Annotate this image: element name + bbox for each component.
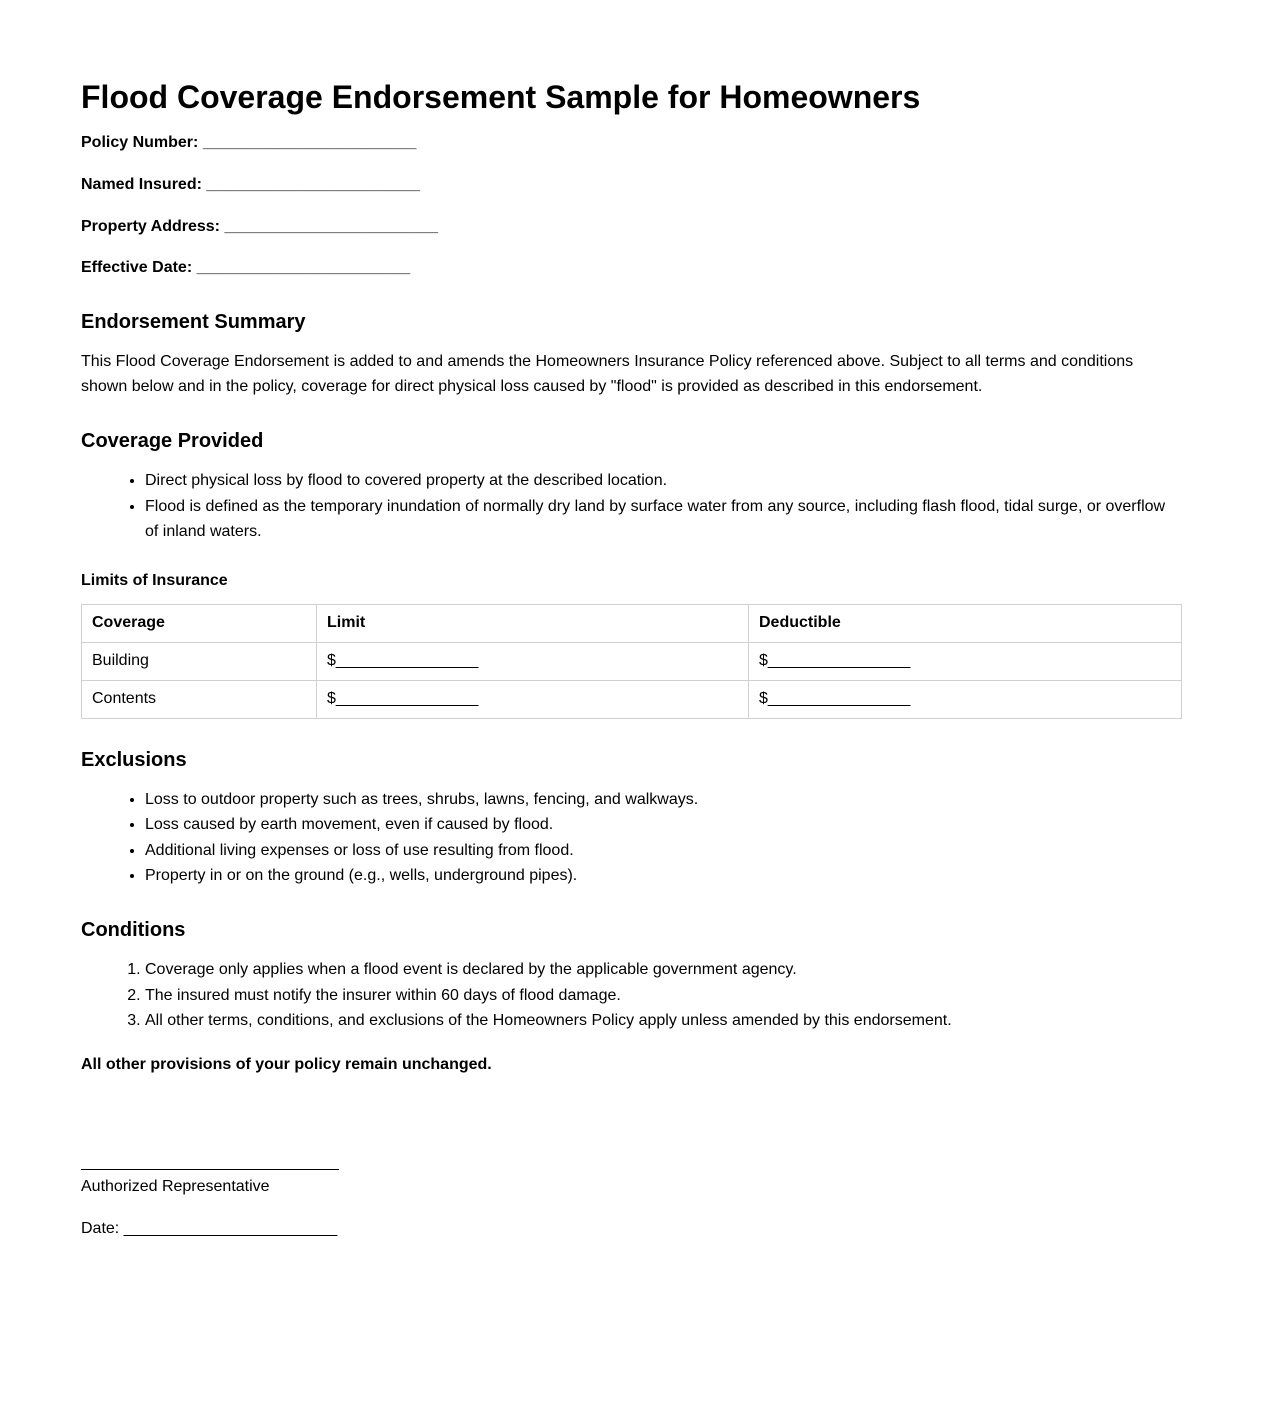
policy-number-field[interactable] (81, 130, 1182, 156)
field-label: Property Address: (81, 217, 220, 235)
summary-heading: Endorsement Summary (81, 310, 306, 333)
named-insured-field[interactable] (81, 172, 1182, 198)
field-blank[interactable]: ________________________ (196, 259, 411, 277)
document-title: Flood Coverage Endorsement Sample for Homeowners (81, 79, 921, 115)
limits-table (81, 604, 1182, 719)
effective-date-field[interactable] (81, 255, 1182, 281)
limits-heading: Limits of Insurance (81, 571, 228, 589)
list-item: 3. All other terms, conditions, and exclusions of the Homeowners Policy apply unless amended by this endorsement. (145, 1008, 1182, 1034)
cell-limit[interactable]: $________________ (317, 680, 749, 718)
list-item: • Flood is defined as the temporary inundation of normally dry land by surface water from any source, including flash flood, tidal surge, or overflow of inland waters. (145, 494, 1182, 545)
exclusions-heading: Exclusions (81, 748, 187, 771)
signature-block (81, 1149, 1182, 1241)
field-label: Date: (81, 1219, 120, 1237)
list-item: 2. The insured must notify the insurer within 60 days of flood damage. (145, 983, 1182, 1009)
summary-text: This Flood Coverage Endorsement is added to and amends the Homeowners Insurance Policy referenced above. Subject to all terms and conditions shown below and in the policy, coverage for direct physical loss caused by "flood" is provided as described in this endorsement. (81, 352, 1134, 396)
signature-date-field[interactable] (81, 1216, 1182, 1242)
field-blank[interactable]: ________________________ (224, 217, 439, 235)
field-blank[interactable]: ________________________ (202, 134, 417, 152)
exclusions-list (81, 787, 1182, 889)
cell-deductible[interactable]: $________________ (749, 680, 1182, 718)
cell-coverage: Contents (82, 680, 317, 718)
table-row (82, 680, 1182, 718)
coverage-list (81, 468, 1182, 545)
field-label: Named Insured: (81, 175, 202, 193)
field-blank[interactable]: ________________________ (206, 175, 420, 193)
column-header-deductible: Deductible (749, 604, 1182, 642)
signature-line[interactable] (81, 1149, 339, 1170)
cell-coverage: Building (82, 642, 317, 680)
column-header-limit: Limit (317, 604, 749, 642)
coverage-heading: Coverage Provided (81, 429, 264, 452)
list-item: • Loss to outdoor property such as trees, shrubs, lawns, fencing, and walkways. (145, 787, 1182, 813)
conditions-heading: Conditions (81, 918, 186, 941)
property-address-field[interactable] (81, 214, 1182, 240)
table-header-row (82, 604, 1182, 642)
list-item: • Property in or on the ground (e.g., wells, underground pipes). (145, 863, 1182, 889)
list-item: • Additional living expenses or loss of use resulting from flood. (145, 838, 1182, 864)
column-header-coverage: Coverage (82, 604, 317, 642)
cell-limit[interactable]: $________________ (317, 642, 749, 680)
closing-statement: All other provisions of your policy remain unchanged. (81, 1055, 492, 1073)
cell-deductible[interactable]: $________________ (749, 642, 1182, 680)
signature-label: Authorized Representative (81, 1178, 270, 1196)
field-label: Effective Date: (81, 259, 193, 277)
field-label: Policy Number: (81, 134, 199, 152)
list-item: 1. Coverage only applies when a flood event is declared by the applicable government agency. (145, 957, 1182, 983)
list-item: • Loss caused by earth movement, even if caused by flood. (145, 812, 1182, 838)
list-item: • Direct physical loss by flood to covered property at the described location. (145, 468, 1182, 494)
conditions-list (81, 957, 1182, 1034)
field-blank[interactable]: ________________________ (123, 1219, 338, 1237)
table-row (82, 642, 1182, 680)
